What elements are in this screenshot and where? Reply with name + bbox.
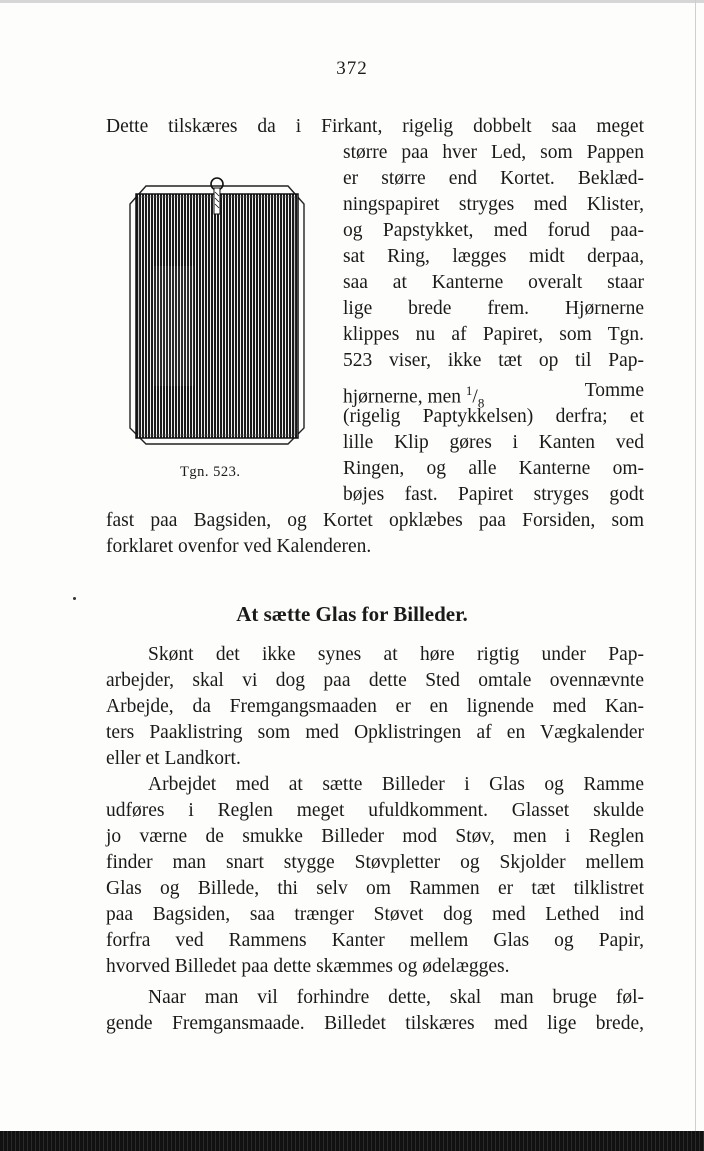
text-line: finder man snart stygge Støvpletter og Skjolder mellem [106,852,644,873]
text-line: gende Fremgansmaade. Billedet tilskæres med lige brede, [106,1013,644,1034]
text-line: hvorved Billedet paa dette skæmmes og ødelægges. [106,956,510,977]
text-line: Arbejdet med at sætte Billeder i Glas og Ramme [148,774,644,795]
text-line: ters Paaklistring som med Opklistringen af en Vægkalender [106,722,644,743]
text-line: ningspapiret stryges med Klister, [343,194,644,215]
text-line: arbejder, skal vi dog paa dette Sted omtale ovennævnte [106,670,644,691]
fraction-numerator: 1 [465,383,473,398]
top-edge-rule [0,0,704,3]
text-line: forklaret ovenfor ved Kalenderen. [106,536,372,557]
text-line: Naar man vil forhindre dette, skal man bruge føl- [148,987,644,1008]
framed-card-drawing [124,176,310,454]
text-line: Skønt det ikke synes at høre rigtig under Pap- [148,644,644,665]
text-line: er større end Kortet. Beklæd- [343,168,644,189]
text-line: lige brede frem. Hjørnerne [343,298,644,319]
fraction-slash: / [472,386,478,408]
page-number: 372 [336,58,368,79]
text-line: Dette tilskæres da i Firkant, rigelig dobbelt saa meget [106,116,644,137]
text-line: fast paa Bagsiden, og Kortet opklæbes paa Forsiden, som [106,510,644,531]
text-line: større paa hver Led, som Pappen [343,142,644,163]
figure-523-illustration [124,176,310,454]
text-line: Arbejde, da Fremgangsmaaden er en lignende med Kan- [106,696,644,717]
text-line: udføres i Reglen meget ufuldkomment. Glasset skulde [106,800,644,821]
text-line: (rigelig Paptykkelsen) derfra; et [343,406,644,427]
section-heading: At sætte Glas for Billeder. [236,602,468,626]
scan-bottom-edge [0,1131,704,1151]
text-line-with-fraction [343,378,644,411]
text-line: saa at Kanterne overalt staar [343,272,644,293]
text-line: 523 viser, ikke tæt op til Pap- [343,350,644,371]
right-edge-rule [695,0,696,1151]
text-line: klippes nu af Papiret, som Tgn. [343,324,644,345]
text-line: sat Ring, lægges midt derpaa, [343,246,644,267]
figure-caption: Tgn. 523. [180,464,241,480]
text-line: og Papstykket, med forud paa- [343,220,644,241]
fraction-denominator: 8 [477,395,485,411]
text-line: forfra ved Rammens Kanter mellem Glas og Papir, [106,930,644,951]
text-line: eller et Landkort. [106,748,241,769]
text-line: bøjes fast. Papiret stryges godt [343,484,644,505]
text-segment: hjørnerne, men [343,386,466,408]
text-line: Ringen, og alle Kanterne om- [343,458,644,479]
text-line: paa Bagsiden, saa trænger Støvet dog med Lethed ind [106,904,644,925]
text-line: jo værne de smukke Billeder mod Støv, men i Reglen [106,826,644,847]
text-segment: Tomme [580,380,644,401]
text-line: Glas og Billede, thi selv om Rammen er tæt tilklistret [106,878,644,899]
text-line: lille Klip gøres i Kanten ved [343,432,644,453]
